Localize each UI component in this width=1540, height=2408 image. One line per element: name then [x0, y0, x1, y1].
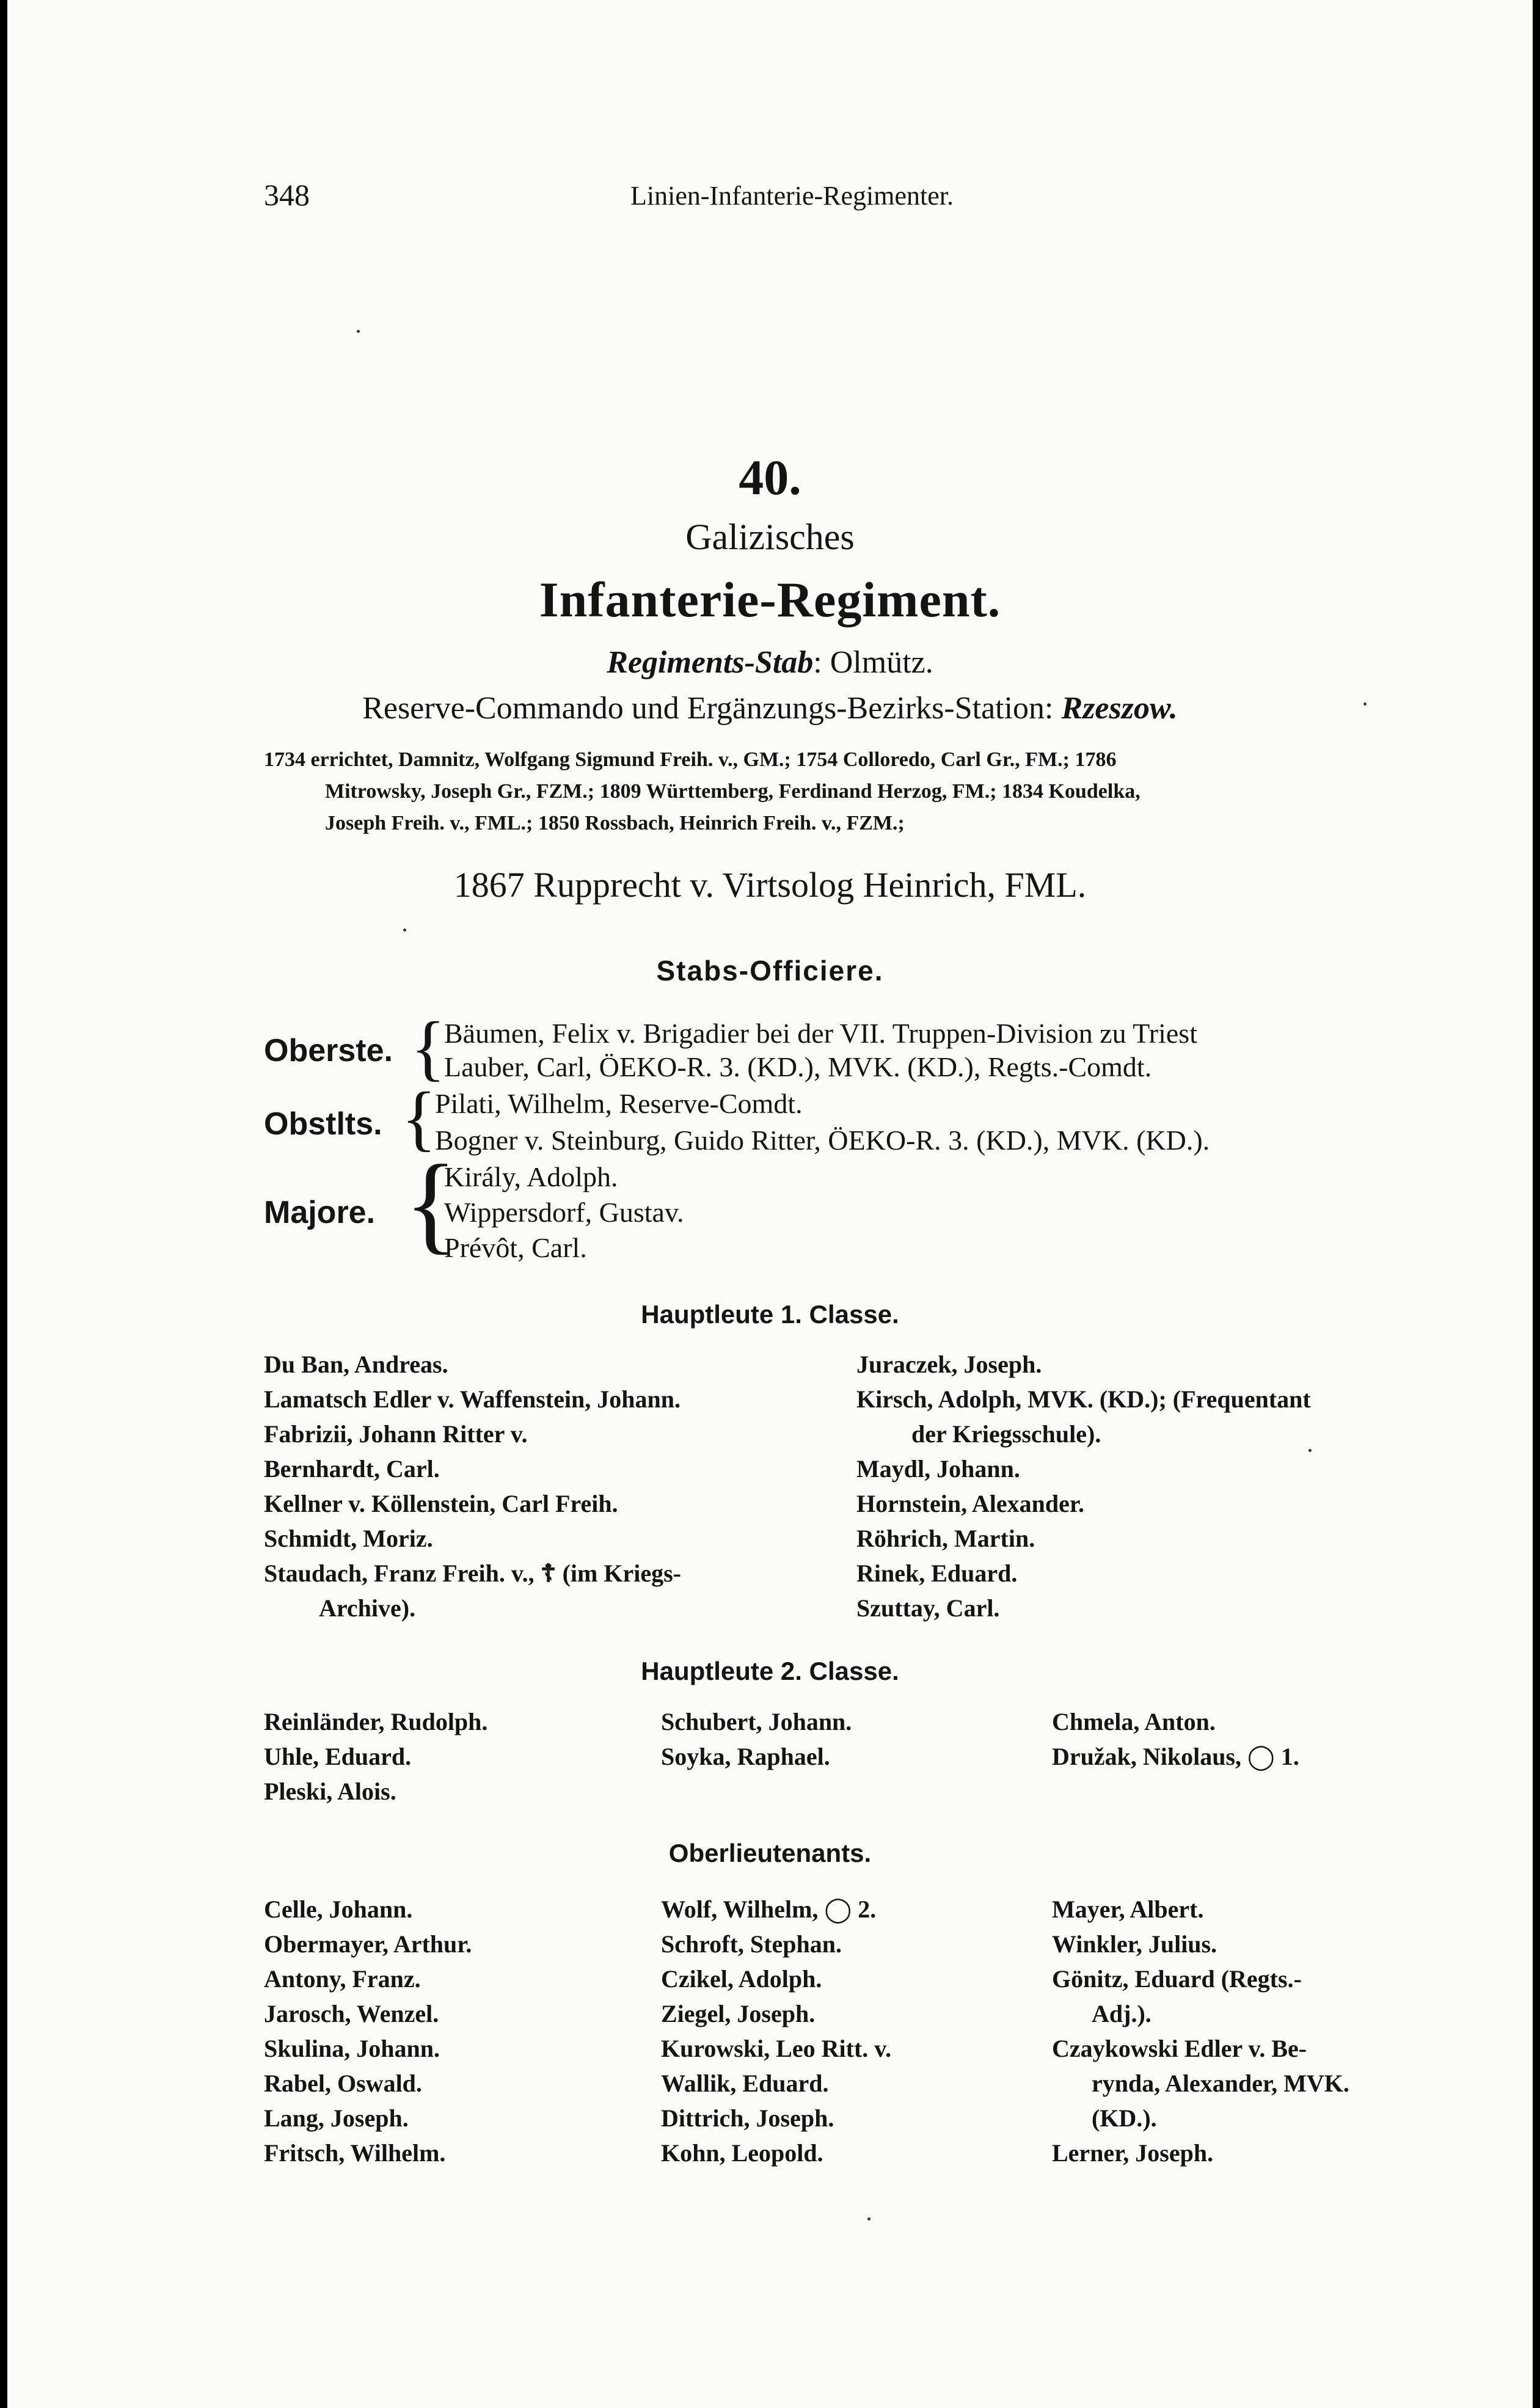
- list-item: Kellner v. Köllenstein, Carl Freih.: [264, 1490, 618, 1517]
- list-item: Lamatsch Edler v. Waffenstein, Johann.: [264, 1385, 681, 1413]
- speck: [867, 2217, 870, 2220]
- staff-label: Regiments-Stab: [607, 645, 814, 680]
- brace: {: [404, 1142, 458, 1264]
- officer-entry: Prévôt, Carl.: [444, 1232, 587, 1263]
- list-item: Juraczek, Joseph.: [856, 1351, 1042, 1378]
- regiment-number: 40.: [739, 450, 801, 505]
- brace: {: [411, 1007, 446, 1088]
- reserve-location: Rzeszow.: [1061, 691, 1178, 726]
- list-item: Obermayer, Arthur.: [264, 1930, 472, 1958]
- list-item: Röhrich, Martin.: [856, 1525, 1035, 1552]
- list-item: Fritsch, Wilhelm.: [264, 2139, 446, 2167]
- list-item: Gönitz, Eduard (Regts.-: [1052, 1965, 1302, 1993]
- rank-obstlts: Obstlts.: [264, 1106, 382, 1142]
- staff-location: : Olmütz.: [813, 645, 933, 680]
- list-item: Du Ban, Andreas.: [264, 1351, 448, 1378]
- list-item: Winkler, Julius.: [1052, 1930, 1217, 1958]
- brace: {: [401, 1077, 437, 1158]
- hauptleute1-heading: Hauptleute 1. Classe.: [641, 1300, 899, 1329]
- list-item: Maydl, Johann.: [856, 1455, 1020, 1483]
- list-item: Pleski, Alois.: [264, 1778, 396, 1805]
- list-item: Lang, Joseph.: [264, 2104, 409, 2132]
- history-line: Joseph Freih. v., FML.; 1850 Rossbach, Heinrich Freih. v., FZM.;: [325, 812, 905, 834]
- stabs-heading: Stabs-Officiere.: [656, 955, 884, 987]
- list-item: Celle, Johann.: [264, 1895, 413, 1923]
- rank-majore: Majore.: [264, 1195, 376, 1230]
- oberlieutenants-heading: Oberlieutenants.: [668, 1839, 872, 1867]
- list-item: Antony, Franz.: [264, 1965, 421, 1993]
- speck: [1308, 1449, 1312, 1452]
- history-line: Mitrowsky, Joseph Gr., FZM.; 1809 Württemberg, Ferdinand Herzog, FM.; 1834 Koudelka,: [325, 780, 1140, 803]
- regiment-name: Galizisches: [685, 517, 855, 557]
- regiment-commander: 1867 Rupprecht v. Virtsolog Heinrich, FML.: [453, 865, 1087, 905]
- list-item: Bernhardt, Carl.: [264, 1455, 440, 1483]
- regiment-type: Infanterie-Regiment.: [539, 572, 1001, 627]
- officer-entry: Pilati, Wilhelm, Reserve-Comdt.: [435, 1088, 803, 1119]
- list-item: Staudach, Franz Freih. v., ☦ (im Kriegs-: [264, 1560, 681, 1587]
- document-page: [7, 0, 1533, 2408]
- list-item: Archive).: [319, 1594, 416, 1622]
- list-item: Soyka, Raphael.: [661, 1743, 830, 1770]
- officer-entry: Bäumen, Felix v. Brigadier bei der VII. Truppen-Division zu Triest: [444, 1018, 1197, 1049]
- list-item: Reinländer, Rudolph.: [264, 1708, 488, 1735]
- list-item: Rabel, Oswald.: [264, 2070, 422, 2097]
- list-item: Kurowski, Leo Ritt. v.: [661, 2035, 892, 2062]
- list-item: Mayer, Albert.: [1052, 1895, 1204, 1923]
- list-item: Dittrich, Joseph.: [661, 2104, 834, 2132]
- hauptleute2-heading: Hauptleute 2. Classe.: [641, 1657, 899, 1685]
- list-item: Czikel, Adolph.: [661, 1965, 822, 1993]
- list-item: Chmela, Anton.: [1052, 1708, 1216, 1735]
- officer-entry: Lauber, Carl, ÖEKO-R. 3. (KD.), MVK. (KD.), Regts.-Comdt.: [444, 1051, 1152, 1082]
- list-item: (KD.).: [1092, 2104, 1157, 2132]
- list-item: Fabrizii, Johann Ritter v.: [264, 1420, 528, 1448]
- list-item: der Kriegsschule).: [911, 1420, 1101, 1448]
- list-item: Skulina, Johann.: [264, 2035, 440, 2062]
- speck: [1363, 702, 1367, 706]
- list-item: Szuttay, Carl.: [856, 1594, 1000, 1622]
- list-item: Rinek, Eduard.: [856, 1560, 1018, 1587]
- staff-line: [7, 644, 1533, 680]
- officer-entry: Wippersdorf, Gustav.: [444, 1197, 684, 1228]
- list-item: Adj.).: [1092, 2000, 1151, 2027]
- list-item: Ziegel, Joseph.: [661, 2000, 816, 2027]
- scan-edge: [0, 0, 7, 2408]
- list-item: Schubert, Johann.: [661, 1708, 852, 1735]
- reserve-label: Reserve-Commando und Ergänzungs-Bezirks-Station:: [362, 691, 1054, 726]
- list-item: rynda, Alexander, MVK.: [1092, 2070, 1349, 2097]
- list-item: Jarosch, Wenzel.: [264, 2000, 439, 2027]
- history-line: 1734 errichtet, Damnitz, Wolfgang Sigmund Freih. v., GM.; 1754 Colloredo, Carl Gr., FM.; 1786: [264, 748, 1117, 771]
- list-item: Uhle, Eduard.: [264, 1743, 412, 1770]
- list-item: Lerner, Joseph.: [1052, 2139, 1214, 2167]
- list-item: Schmidt, Moriz.: [264, 1525, 433, 1552]
- officer-entry: Király, Adolph.: [444, 1161, 618, 1192]
- speck: [357, 330, 360, 333]
- list-item: Wolf, Wilhelm, ◯ 2.: [661, 1895, 877, 1923]
- list-item: Kohn, Leopold.: [661, 2139, 823, 2167]
- list-item: Kirsch, Adolph, MVK. (KD.); (Frequentant: [856, 1385, 1311, 1413]
- regiment-history: [264, 744, 1425, 839]
- page-number: 348: [264, 178, 310, 212]
- rank-oberste: Oberste.: [264, 1033, 393, 1068]
- speck: [403, 929, 406, 932]
- list-item: Schroft, Stephan.: [661, 1930, 842, 1958]
- list-item: Družak, Nikolaus, ◯ 1.: [1052, 1743, 1299, 1770]
- list-item: Wallik, Eduard.: [661, 2070, 829, 2097]
- list-item: Czaykowski Edler v. Be-: [1052, 2035, 1307, 2062]
- reserve-line: [7, 690, 1533, 726]
- list-item: Hornstein, Alexander.: [856, 1490, 1084, 1517]
- running-title: Linien-Infanterie-Regimenter.: [630, 181, 954, 211]
- officer-entry: Bogner v. Steinburg, Guido Ritter, ÖEKO-R. 3. (KD.), MVK. (KD.).: [435, 1125, 1210, 1156]
